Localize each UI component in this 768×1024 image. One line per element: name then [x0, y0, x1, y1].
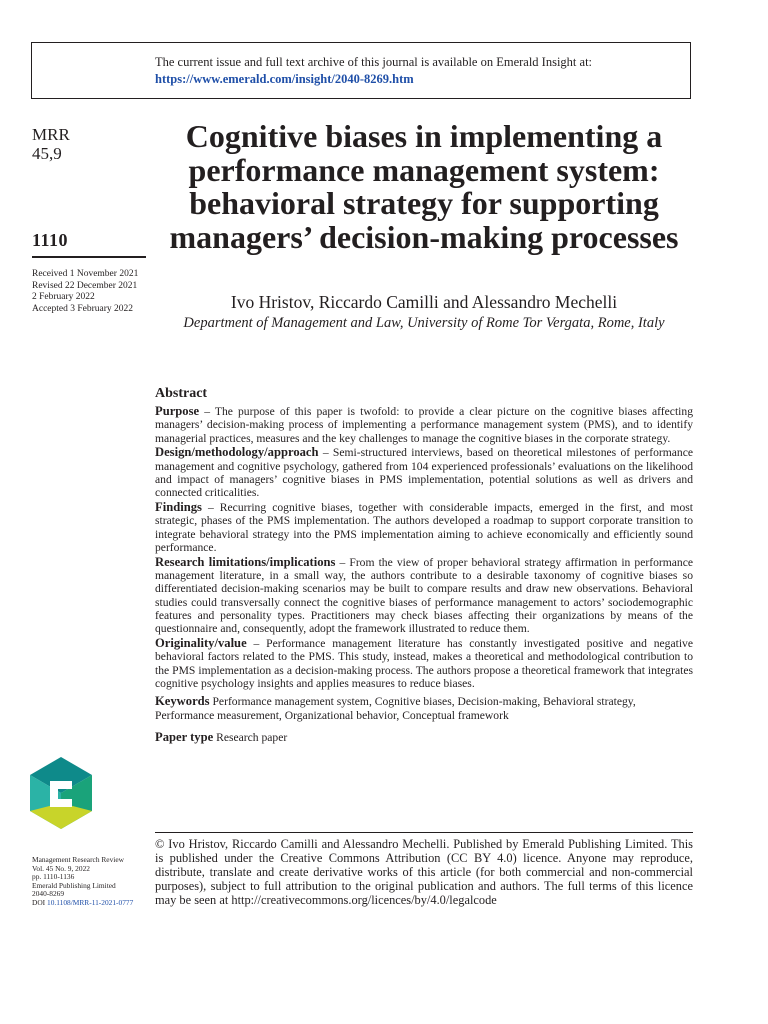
journal-notice-box: [31, 42, 691, 99]
accepted-date: Accepted 3 February 2022: [32, 303, 134, 314]
findings-text: – Recurring cognitive biases, together with considerable impacts, emerged in the first, and most strategic, phases of the PMS implementation. The authors developed a roadmap to support corporate transition to integrate behavioral strategy into the PMS implementation aiming to achieve economically and efficiently sound performance.: [155, 501, 693, 554]
license-divider: [155, 832, 693, 833]
citation-journal: Management Research Review: [32, 855, 124, 864]
purpose-text: – The purpose of this paper is twofold: to provide a clear picture on the cognitive biases affecting managers’ decision-making process of implementing a performance management system (PMS), and to identify managerial practices, measures and the key challenges to manage the cognitive biases in the corporate strategy.: [155, 405, 693, 445]
abstract-heading: Abstract: [155, 386, 208, 401]
journal-code: MRR 45,9: [32, 125, 70, 163]
article-authors: Ivo Hristov, Riccardo Camilli and Alessandro Mechelli: [230, 292, 618, 312]
limitations-label: Research limitations/implications: [155, 554, 336, 569]
license-text: © Ivo Hristov, Riccardo Camilli and Alessandro Mechelli. Published by Emerald Publishing Limited. This is published under the Creative Commons Attribution (CC BY 4.0) licence. Anyone may reproduce, distribute, translate and create derivative works of this article (for both commercial and non-commercial purposes), subject to full attribution to the original publication and authors. The full terms of this licence may be seen at http://creativecommons.org/licences/by/4.0/legalcode: [155, 837, 693, 907]
abstract-limitations: [155, 556, 693, 636]
purpose-label: Purpose: [155, 404, 200, 418]
citation-doi: [32, 899, 133, 908]
author-affiliation: Department of Management and Law, University of Rome Tor Vergata, Rome, Italy: [183, 315, 665, 331]
doi-link[interactable]: 10.1108/MRR-11-2021-0777: [47, 897, 134, 907]
citation-issn: 2040-8269: [32, 889, 65, 899]
margin-divider: [32, 256, 146, 258]
paper-type-label: Paper type: [155, 729, 214, 744]
paper-type: [155, 731, 693, 744]
revised-date: Revised 22 December 2021: [32, 280, 138, 291]
design-label: Design/methodology/approach: [155, 445, 319, 460]
citation-volume: Vol. 45 No. 9, 2022: [32, 863, 90, 873]
abstract-findings: [155, 501, 693, 554]
keywords-label: Keywords: [155, 694, 210, 709]
abstract-purpose: [155, 405, 693, 445]
originality-label: Originality/value: [155, 636, 247, 651]
doi-label: DOI: [32, 897, 46, 907]
abstract-design: [155, 446, 693, 499]
article-title: Cognitive biases in implementing a performance management system: behavioral strategy for supporting managers’ decision-making processes: [169, 118, 679, 255]
paper-type-text: Research paper: [216, 730, 288, 744]
findings-label: Findings: [155, 500, 202, 515]
abstract-originality: [155, 637, 693, 690]
revised-date-2: 2 February 2022: [32, 292, 95, 302]
originality-text: – Performance management literature has constantly investigated positive and negative behavioral factors related to the PMS. This study, instead, makes a theoretical and methodological contribution to the PMS implementation as a decision-making process. The authors propose a theoretical framework that integrates cognitive psychology insights and applies measures to reduce biases.: [155, 637, 693, 690]
abstract-body: [155, 405, 693, 746]
emerald-logo-icon: [30, 757, 92, 829]
page-number: 1110: [32, 230, 69, 250]
journal-url-link[interactable]: https://www.emerald.com/insight/2040-8269.htm: [155, 72, 414, 86]
received-date: Received 1 November 2021: [32, 269, 139, 279]
keywords-text: Performance management system, Cognitive biases, Decision-making, Behavioral strategy, Performance measurement, Organizational behavior, Conceptual framework: [155, 695, 636, 722]
article-dates: [32, 269, 138, 315]
notice-text: The current issue and full text archive of this journal is available on Emerald Insight at:: [155, 55, 593, 69]
citation-pages: pp. 1110-1136: [32, 872, 75, 882]
citation-publisher: Emerald Publishing Limited: [32, 880, 116, 890]
keywords: [155, 695, 693, 722]
design-text: – Semi-structured interviews, based on theoretical milestones of performance management and cognitive psychology, gathered from 104 experienced professionals’ evaluations on the likelihood and impact of managers’ cognitive biases in PMS implementation, potential solutions as well as drivers and connected criticalities.: [155, 446, 694, 500]
limitations-text: – From the view of proper behavioral strategy affirmation in performance management literature, in a small way, the authors contribute to a desirable taxonomy of cognitive biases so differentiated decision-making scenarios may be built to compare results and draw new observations. Behavioral studies could transversally connect the cognitive biases of performance management to actors’ sociodemographic features and personality types. Practitioners may check biases affecting their organizations by means of the questionnaire and, consequently, adopt the framework illustrated to reduce them.: [155, 555, 693, 636]
journal-citation: [32, 856, 133, 908]
